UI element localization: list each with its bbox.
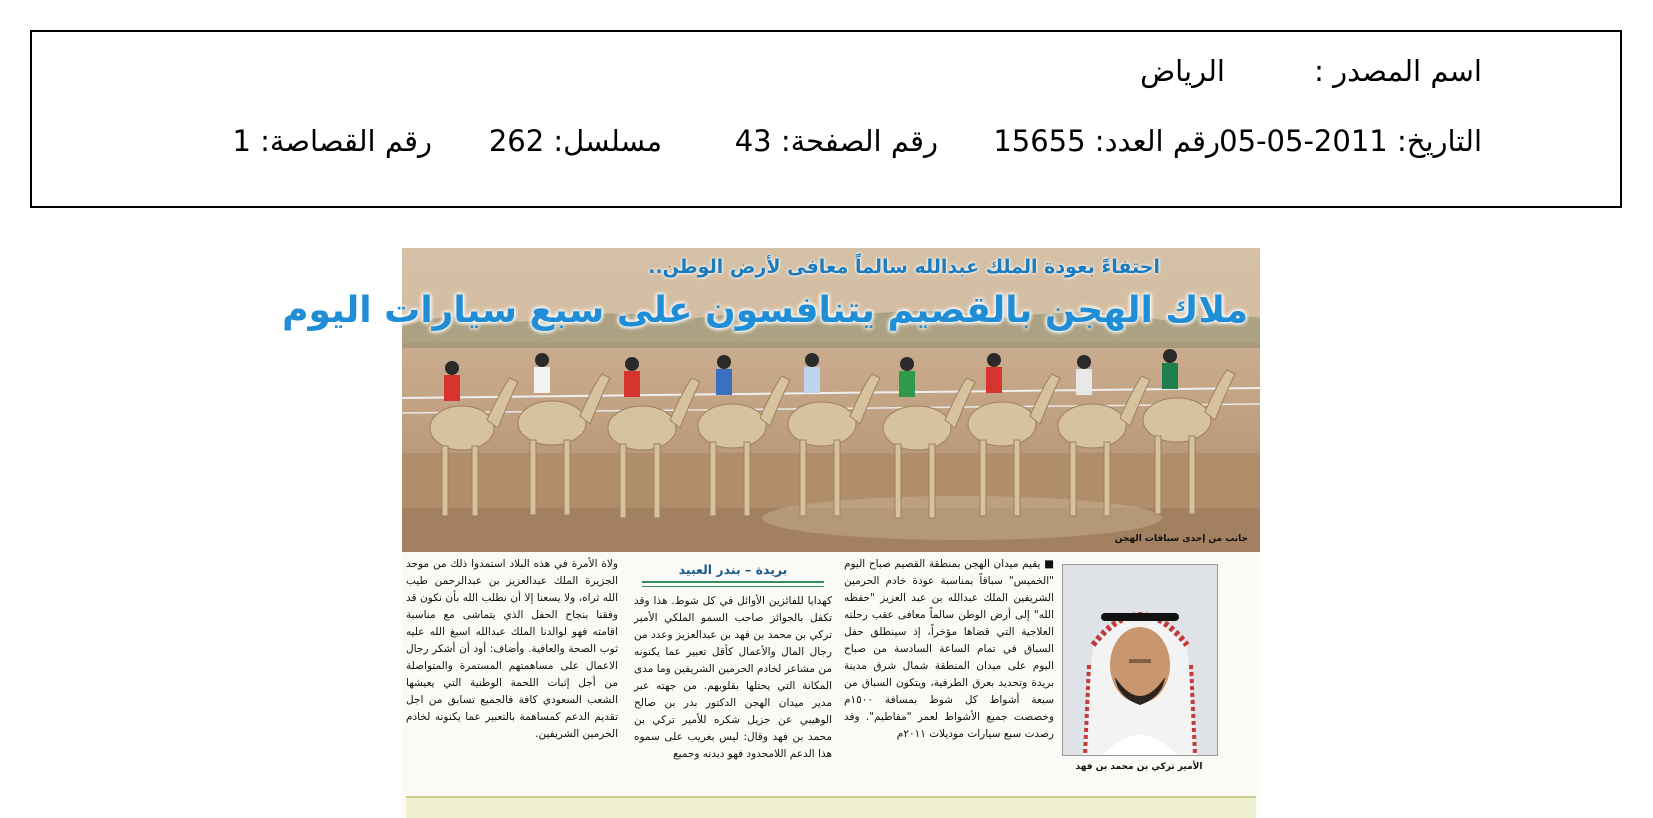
article-column-middle-text: كهدايا للفائزين الأوائل في كل شوط. هذا وقد تكفل بالجوائز صاحب السمو الملكي الأمير تركي بن محمد بن فهد بن عبدالعزيز وعدد من رجال المال والأعمال كأقل تعبير عما يكنونه من مشاعر لخادم الحرمين الشريفين وما مدى المكانة التي يحتلها بقلوبهم. من جهته عبر مدير ميدان الهجن الدكتور بدر بن صالح الوهيبي عن جزيل شكره للأمير تركي بن محمد بن فهد وقال: ليس بغريب على سموه هذا الدعم اللامحدود فهو ديدنه وجميع: [634, 595, 832, 760]
date-field: التاريخ: 2011-05-05: [1219, 124, 1482, 158]
byline-block: [634, 556, 832, 587]
article-column-right: ■ يقيم ميدان الهجن بمنطقة القصيم صباح اليوم "الخميس" سباقاً بمناسبة عودة خادم الحرمين الشريفين الملك عبدالله بن عبد العزيز "حفظه الله" إلى أرض الوطن سالماً معافى عقب رحلته العلاجية التي قضاها مؤخراً، إذ سينطلق حفل السباق في تمام الساعة السادسة من صباح اليوم على ميدان المنطقة شمال شرق مدينة بريدة وتحديد بعرق الطرفية، ويتكون السباق من سبعة أشواط كل شوط بمسافة ١٥٠٠م وخصصت جميع الأشواط لعمر "مفاطيم". وقد رصدت سبع سيارات موديلات ٢٠١١م: [844, 558, 1054, 740]
portrait-caption: الأمير تركي بن محمد بن فهد: [1075, 762, 1203, 772]
bottom-banner-strip: [406, 796, 1256, 818]
camel-race-photo: [282, 248, 1260, 552]
portrait-photo: [1062, 564, 1218, 756]
source-label: اسم المصدر :: [1314, 54, 1482, 88]
article-column-middle: [634, 556, 832, 763]
headline-kicker: احتفاءً بعودة الملك عبدالله سالماً معافى لأرض الوطن..: [648, 256, 1160, 278]
headline-main: ملاك الهجن بالقصيم يتنافسون على سبع سيارات اليوم: [282, 290, 1248, 331]
byline: بريدة – بندر العبيد: [642, 561, 824, 583]
issue-number: رقم العدد: 15655: [993, 124, 1220, 158]
byline-rule: [642, 586, 824, 587]
page-number: رقم الصفحة: 43: [734, 124, 938, 158]
photo-caption: جانب من إحدى سباقات الهجن: [1114, 534, 1248, 544]
newspaper-clipping: [282, 248, 1260, 816]
article-column-left: ولاة الأمرة في هذه البلاد استمدوا ذلك من موحد الجزيرة الملك عبدالعزيز بن عبدالرحمن طيب الله ثراه، ولا يسعنا إلا أن نطلب الله بأن نكون قد وفقنا بنجاح الحفل الذي يتماشى مع مناسبة اقامته فهو لوالدنا الملك عبدالله اسبغ الله عليه ثوب الصحة والعافية. وأضاف: أود أن أشكر رجال الاعمال على مساهمتهم المستمرة والمتواصلة من أجل إثبات اللحمة الوطنية التي يعيشها الشعب السعودي كافة فالجميع تسابق من اجل تقديم الدعم كمساهمة بالتعبير عما يكنونه لخادم الحرمين الشريفين.: [406, 558, 618, 740]
clip-number: رقم القصاصة: 1: [232, 124, 432, 158]
serial-number: مسلسل: 262: [488, 124, 662, 158]
source-value: الرياض: [1140, 54, 1225, 88]
clip-metadata-box: [30, 30, 1622, 208]
portrait-illustration: [1063, 565, 1217, 755]
